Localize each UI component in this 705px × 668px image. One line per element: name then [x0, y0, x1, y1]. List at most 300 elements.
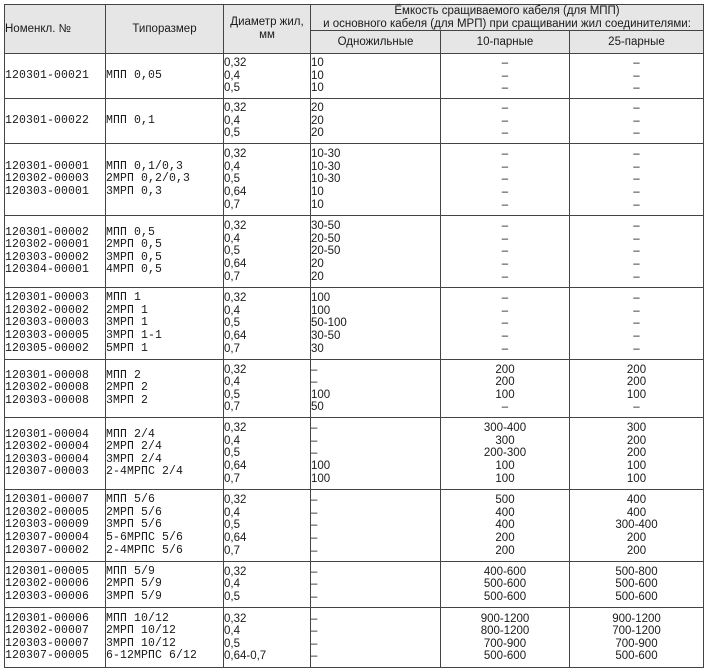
cell-nomenclature: [5, 144, 106, 216]
nomenclature-number: 120303-00006: [5, 589, 90, 603]
table-row: [5, 608, 704, 668]
single-core-value: 20: [311, 114, 324, 127]
diameter-value: 0,4: [224, 578, 240, 591]
nomenclature-number: 120302-00003: [5, 172, 90, 186]
nomenclature-number: 120302-00006: [5, 577, 90, 591]
25-pair-value: –: [633, 198, 640, 211]
size-label: 5-6МРПС 5/6: [106, 530, 184, 544]
25-pair-value: 200: [626, 376, 647, 389]
single-core-value: 100: [311, 304, 331, 317]
diameter-value: 0,5: [224, 637, 240, 650]
25-pair-value: –: [633, 185, 640, 198]
single-core-value: –: [311, 544, 318, 557]
single-core-value: –: [311, 590, 318, 603]
single-core-value: –: [311, 422, 318, 435]
cell-25-pair: [570, 418, 704, 490]
single-core-value: 20: [311, 127, 324, 140]
header-size: Типоразмер: [106, 5, 224, 54]
cell-nomenclature: [5, 216, 106, 288]
cell-25-pair: [570, 288, 704, 360]
nomenclature-number: 120303-00002: [5, 250, 90, 264]
10-pair-value: –: [501, 69, 509, 82]
diameter-value: 0,4: [224, 232, 240, 245]
table-row: [5, 490, 704, 562]
size-label: 2МРП 1: [106, 303, 149, 317]
nomenclature-number: 120301-00003: [5, 291, 90, 305]
diameter-value: 0,64: [224, 185, 247, 198]
nomenclature-number: 120303-00008: [5, 393, 90, 407]
cell-nomenclature: [5, 608, 106, 668]
nomenclature-number: 120303-00009: [5, 518, 90, 532]
diameter-value: 0,4: [224, 434, 240, 447]
single-core-value: 30: [311, 342, 324, 355]
size-label: 2-4МРПС 2/4: [106, 465, 184, 479]
10-pair-value: 100: [495, 472, 515, 485]
25-pair-value: 200: [626, 363, 647, 376]
25-pair-value: 400: [626, 506, 647, 519]
size-label: 5МРП 1: [106, 341, 149, 355]
cell-10-pair: [441, 608, 570, 668]
size-label: 3МРП 2/4: [106, 452, 163, 466]
25-pair-value: 300: [626, 422, 647, 435]
cell-nomenclature: [5, 490, 106, 562]
cell-diameter: [224, 562, 311, 608]
25-pair-value: 700-900: [615, 637, 658, 650]
cell-size: [106, 99, 224, 144]
size-label: 2МРП 2/4: [106, 440, 163, 454]
size-label: МПП 1: [106, 291, 142, 305]
diameter-value: 0,5: [224, 447, 240, 460]
size-label: МПП 5/9: [106, 564, 156, 578]
nomenclature-number: 120302-00004: [5, 440, 90, 454]
25-pair-value: –: [633, 114, 640, 127]
10-pair-value: –: [501, 270, 509, 283]
nomenclature-number: 120303-00003: [5, 316, 90, 330]
size-label: 3МРП 5/6: [106, 518, 163, 532]
size-label: МПП 0,1/0,3: [106, 159, 184, 173]
cell-single-core: [311, 562, 441, 608]
header-25-pair: 25-парные: [570, 31, 704, 54]
size-label: МПП 2/4: [106, 427, 156, 441]
25-pair-value: 200: [626, 544, 647, 557]
25-pair-value: 400: [626, 494, 647, 507]
25-pair-value: –: [633, 245, 640, 258]
diameter-value: 0,5: [224, 245, 240, 258]
10-pair-value: 100: [495, 388, 515, 401]
25-pair-value: –: [633, 127, 640, 140]
cell-nomenclature: [5, 54, 106, 99]
table-row: [5, 99, 704, 144]
single-core-value: 30-50: [311, 220, 341, 233]
25-pair-value: 100: [626, 472, 647, 485]
25-pair-value: 500-600: [615, 650, 658, 663]
single-core-value: –: [311, 363, 318, 376]
nomenclature-number: 120301-00021: [5, 68, 90, 82]
10-pair-value: 100: [495, 459, 515, 472]
single-core-value: 20: [311, 270, 324, 283]
nomenclature-number: 120301-00005: [5, 564, 90, 578]
size-label: 2МРП 5/9: [106, 577, 163, 591]
25-pair-value: –: [633, 82, 640, 95]
10-pair-value: –: [501, 304, 509, 317]
10-pair-value: 500-600: [483, 590, 527, 603]
cell-25-pair: [570, 144, 704, 216]
10-pair-value: –: [501, 82, 509, 95]
diameter-value: 0,64-0,7: [224, 650, 267, 663]
25-pair-value: 100: [626, 459, 647, 472]
cell-25-pair: [570, 562, 704, 608]
nomenclature-number: 120305-00002: [5, 341, 90, 355]
nomenclature-number: 120307-00002: [5, 543, 90, 557]
size-label: МПП 0,05: [106, 68, 163, 82]
table-row: [5, 360, 704, 418]
nomenclature-number: 120301-00022: [5, 113, 90, 127]
nomenclature-number: 120303-00004: [5, 452, 90, 466]
cell-10-pair: [441, 490, 570, 562]
size-label: 2МРП 10/12: [106, 624, 177, 638]
10-pair-value: –: [501, 102, 509, 115]
cell-diameter: [224, 54, 311, 99]
single-core-value: 10: [311, 198, 324, 211]
diameter-value: 0,32: [224, 422, 247, 435]
diameter-value: 0,7: [224, 544, 240, 557]
cell-nomenclature: [5, 562, 106, 608]
single-core-value: 10: [311, 57, 324, 70]
diameter-value: 0,4: [224, 69, 240, 82]
10-pair-value: 400: [495, 519, 515, 532]
table-row: [5, 288, 704, 360]
cell-diameter: [224, 216, 311, 288]
single-core-value: –: [311, 565, 318, 578]
10-pair-value: 500-600: [483, 650, 527, 663]
single-core-value: –: [311, 650, 318, 663]
25-pair-value: –: [633, 69, 640, 82]
single-core-value: 20: [311, 102, 324, 115]
10-pair-value: –: [501, 160, 509, 173]
10-pair-value: –: [501, 245, 509, 258]
cell-single-core: [311, 54, 441, 99]
diameter-value: 0,7: [224, 401, 240, 414]
diameter-value: 0,5: [224, 590, 240, 603]
cell-single-core: [311, 216, 441, 288]
25-pair-value: –: [633, 148, 640, 161]
nomenclature-number: 120304-00001: [5, 263, 90, 277]
diameter-value: 0,32: [224, 363, 247, 376]
10-pair-value: 400-600: [483, 565, 527, 578]
single-core-value: –: [311, 434, 318, 447]
single-core-value: –: [311, 625, 318, 638]
10-pair-value: –: [501, 317, 509, 330]
cell-25-pair: [570, 608, 704, 668]
nomenclature-number: 120301-00001: [5, 159, 90, 173]
size-label: 2-4МРПС 5/6: [106, 543, 184, 557]
cell-10-pair: [441, 99, 570, 144]
25-pair-value: 700-1200: [612, 625, 661, 638]
size-label: МПП 2: [106, 368, 142, 382]
cell-diameter: [224, 608, 311, 668]
cell-single-core: [311, 360, 441, 418]
25-pair-value: –: [633, 232, 640, 245]
diameter-value: 0,32: [224, 612, 247, 625]
cell-10-pair: [441, 288, 570, 360]
cell-single-core: [311, 288, 441, 360]
10-pair-value: –: [501, 173, 509, 186]
single-core-value: 100: [311, 388, 331, 401]
diameter-value: 0,5: [224, 173, 240, 186]
size-label: 4МРП 0,5: [106, 263, 163, 277]
nomenclature-number: 120302-00008: [5, 381, 90, 395]
table-row: [5, 562, 704, 608]
25-pair-value: 200: [626, 447, 647, 460]
size-label: 2МРП 5/6: [106, 505, 163, 519]
table-row: [5, 144, 704, 216]
25-pair-value: 200: [626, 434, 647, 447]
single-core-value: 20: [311, 257, 324, 270]
single-core-value: 100: [311, 292, 331, 305]
25-pair-value: –: [633, 304, 640, 317]
cell-diameter: [224, 288, 311, 360]
single-core-value: –: [311, 506, 318, 519]
10-pair-value: –: [501, 401, 509, 414]
cell-25-pair: [570, 216, 704, 288]
single-core-value: 10: [311, 82, 324, 95]
25-pair-value: –: [633, 173, 640, 186]
10-pair-value: –: [501, 342, 509, 355]
cell-size: [106, 216, 224, 288]
single-core-value: 10-30: [311, 160, 341, 173]
cell-10-pair: [441, 360, 570, 418]
25-pair-value: –: [633, 160, 640, 173]
header-diameter: Диаметр жил, мм: [224, 5, 311, 54]
nomenclature-number: 120307-00004: [5, 530, 90, 544]
nomenclature-number: 120303-00007: [5, 636, 90, 650]
size-label: 6-12МРПС 6/12: [106, 649, 198, 663]
single-core-value: 20-50: [311, 232, 341, 245]
diameter-value: 0,32: [224, 292, 247, 305]
10-pair-value: 200: [495, 544, 515, 557]
10-pair-value: 300-400: [483, 422, 527, 435]
25-pair-value: –: [633, 342, 640, 355]
10-pair-value: –: [501, 127, 509, 140]
diameter-value: 0,64: [224, 531, 247, 544]
nomenclature-number: 120302-00007: [5, 624, 90, 638]
diameter-value: 0,32: [224, 565, 247, 578]
25-pair-value: –: [633, 220, 640, 233]
nomenclature-number: 120301-00007: [5, 493, 90, 507]
diameter-value: 0,5: [224, 82, 240, 95]
10-pair-value: –: [501, 57, 509, 70]
25-pair-value: 100: [626, 388, 647, 401]
10-pair-value: 400: [495, 506, 515, 519]
size-label: МПП 5/6: [106, 493, 156, 507]
cell-single-core: [311, 418, 441, 490]
diameter-value: 0,5: [224, 388, 240, 401]
size-label: 2МРП 2: [106, 381, 149, 395]
table-row: [5, 216, 704, 288]
cell-10-pair: [441, 54, 570, 99]
cable-capacity-table: [4, 4, 704, 668]
size-label: 2МРП 0,2/0,3: [106, 172, 191, 186]
diameter-value: 0,7: [224, 198, 240, 211]
25-pair-value: 500-800: [615, 565, 658, 578]
single-core-value: 50: [311, 401, 324, 414]
nomenclature-number: 120302-00002: [5, 303, 90, 317]
size-label: 3МРП 10/12: [106, 636, 177, 650]
diameter-value: 0,64: [224, 459, 247, 472]
header-single: Одножильные: [311, 31, 441, 54]
cell-size: [106, 288, 224, 360]
nomenclature-number: 120307-00005: [5, 649, 90, 663]
10-pair-value: 200: [495, 531, 515, 544]
single-core-value: –: [311, 578, 318, 591]
10-pair-value: 200: [495, 363, 515, 376]
cell-nomenclature: [5, 288, 106, 360]
cell-size: [106, 54, 224, 99]
single-core-value: –: [311, 637, 318, 650]
cell-diameter: [224, 99, 311, 144]
cell-10-pair: [441, 418, 570, 490]
25-pair-value: –: [633, 292, 640, 305]
cell-25-pair: [570, 490, 704, 562]
single-core-value: 100: [311, 459, 331, 472]
header-capacity-line-2: и основного кабеля (для МРП) при сращивании жил соединителями:: [323, 17, 691, 30]
diameter-value: 0,7: [224, 342, 240, 355]
10-pair-value: 200-300: [483, 447, 527, 460]
cell-25-pair: [570, 99, 704, 144]
single-core-value: –: [311, 494, 318, 507]
size-label: 3МРП 2: [106, 393, 149, 407]
diameter-value: 0,64: [224, 329, 247, 342]
diameter-value: 0,5: [224, 519, 240, 532]
cell-25-pair: [570, 54, 704, 99]
nomenclature-number: 120307-00003: [5, 465, 90, 479]
cell-size: [106, 418, 224, 490]
nomenclature-number: 120301-00006: [5, 611, 90, 625]
10-pair-value: –: [501, 148, 509, 161]
single-core-value: 100: [311, 472, 331, 485]
cell-single-core: [311, 608, 441, 668]
cell-size: [106, 360, 224, 418]
single-core-value: 10: [311, 185, 324, 198]
header-capacity: [311, 5, 704, 31]
cell-10-pair: [441, 144, 570, 216]
10-pair-value: –: [501, 232, 509, 245]
cell-size: [106, 562, 224, 608]
cell-25-pair: [570, 360, 704, 418]
10-pair-value: –: [501, 329, 509, 342]
diameter-value: 0,32: [224, 148, 247, 161]
single-core-value: –: [311, 376, 318, 389]
header-nomenclature: Номенкл. №: [5, 5, 106, 54]
25-pair-value: 500-600: [615, 590, 658, 603]
cell-nomenclature: [5, 418, 106, 490]
table-row: [5, 418, 704, 490]
10-pair-value: 200: [495, 376, 515, 389]
25-pair-value: –: [633, 317, 640, 330]
cell-single-core: [311, 490, 441, 562]
diameter-value: 0,4: [224, 625, 240, 638]
10-pair-value: 700-900: [483, 637, 527, 650]
diameter-value: 0,7: [224, 472, 240, 485]
25-pair-value: 500-600: [615, 578, 658, 591]
table-row: [5, 54, 704, 99]
size-label: 3МРП 0,3: [106, 184, 163, 198]
cell-nomenclature: [5, 360, 106, 418]
size-label: МПП 10/12: [106, 611, 170, 625]
25-pair-value: –: [633, 57, 640, 70]
diameter-value: 0,4: [224, 376, 240, 389]
nomenclature-number: 120302-00005: [5, 505, 90, 519]
25-pair-value: –: [633, 102, 640, 115]
cell-size: [106, 608, 224, 668]
diameter-value: 0,7: [224, 270, 240, 283]
10-pair-value: 500: [495, 494, 515, 507]
single-core-value: –: [311, 531, 318, 544]
10-pair-value: 300: [495, 434, 515, 447]
cell-10-pair: [441, 216, 570, 288]
diameter-value: 0,5: [224, 127, 240, 140]
size-label: МПП 0,5: [106, 225, 156, 239]
single-core-value: 10-30: [311, 173, 341, 186]
diameter-value: 0,32: [224, 102, 247, 115]
10-pair-value: –: [501, 185, 509, 198]
cell-diameter: [224, 360, 311, 418]
10-pair-value: –: [501, 220, 509, 233]
25-pair-value: 300-400: [615, 519, 658, 532]
cell-single-core: [311, 99, 441, 144]
10-pair-value: –: [501, 257, 509, 270]
size-label: 3МРП 1: [106, 316, 149, 330]
cell-10-pair: [441, 562, 570, 608]
table-header: [5, 5, 704, 54]
size-label: 3МРП 5/9: [106, 589, 163, 603]
10-pair-value: –: [501, 114, 509, 127]
25-pair-value: –: [633, 329, 640, 342]
25-pair-value: –: [633, 257, 640, 270]
single-core-value: 50-100: [311, 317, 347, 330]
size-label: 3МРП 0,5: [106, 250, 163, 264]
diameter-value: 0,4: [224, 160, 240, 173]
10-pair-value: 800-1200: [480, 625, 530, 638]
diameter-value: 0,4: [224, 304, 240, 317]
10-pair-value: 900-1200: [480, 612, 530, 625]
diameter-value: 0,4: [224, 506, 240, 519]
cell-diameter: [224, 490, 311, 562]
cell-size: [106, 490, 224, 562]
25-pair-value: –: [633, 270, 640, 283]
10-pair-value: 500-600: [483, 578, 527, 591]
diameter-value: 0,4: [224, 114, 240, 127]
nomenclature-number: 120302-00001: [5, 238, 90, 252]
cell-diameter: [224, 418, 311, 490]
size-label: 2МРП 0,5: [106, 238, 163, 252]
25-pair-value: –: [633, 401, 640, 414]
size-label: МПП 0,1: [106, 113, 156, 127]
diameter-value: 0,64: [224, 257, 247, 270]
nomenclature-number: 120301-00008: [5, 368, 90, 382]
single-core-value: 30-50: [311, 329, 341, 342]
diameter-value: 0,32: [224, 57, 247, 70]
cell-size: [106, 144, 224, 216]
nomenclature-number: 120301-00004: [5, 427, 90, 441]
25-pair-value: 200: [626, 531, 647, 544]
table-body: [5, 54, 704, 668]
cell-single-core: [311, 144, 441, 216]
10-pair-value: –: [501, 198, 509, 211]
size-label: 3МРП 1-1: [106, 328, 163, 342]
10-pair-value: –: [501, 292, 509, 305]
nomenclature-number: 120303-00001: [5, 184, 90, 198]
